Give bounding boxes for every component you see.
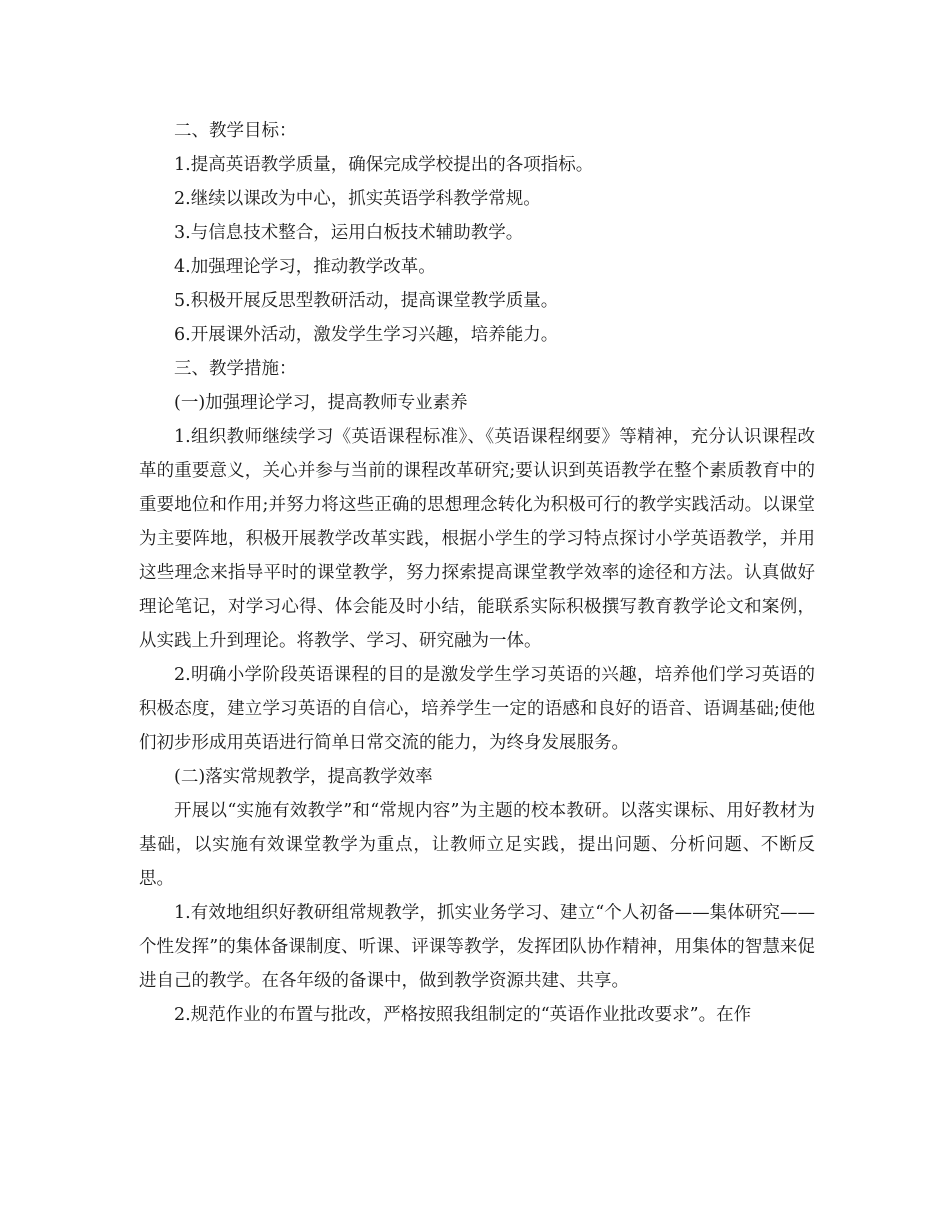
goal-item-5: 5.积极开展反思型教研活动，提高课堂教学质量。 bbox=[174, 291, 559, 311]
subheading-routine-teaching: (二)落实常规教学，提高教学效率 bbox=[174, 767, 433, 787]
heading-teaching-goals: 二、教学目标： bbox=[174, 121, 297, 141]
subheading-theory-study: (一)加强理论学习，提高教师专业素养 bbox=[174, 393, 468, 413]
goal-item-3: 3.与信息技术整合，运用白板技术辅助教学。 bbox=[174, 223, 524, 243]
goal-item-1: 1.提高英语教学质量，确保完成学校提出的各项指标。 bbox=[174, 155, 594, 175]
heading-teaching-measures: 三、教学措施： bbox=[174, 359, 297, 379]
goal-item-4: 4.加强理论学习，推动教学改革。 bbox=[174, 257, 436, 277]
paragraph-theory-1: 1.组织教师继续学习《英语课程标准》、《英语课程纲要》等精神，充分认识课程改革的重要意义，关心并参与当前的课程改革研究;要认识到英语教学在整个素质教育中的重要地位和作用;并努力将这些正确的思想理念转化为积极可行的教学实践活动。以课堂为主要阵地，积极开展教学改革实践，根据小学生的学习特点探讨小学英语教学，并用这些理念来指导平时的课堂教学，努力探索提高课堂教学效率的途径和方法。认真做好理论笔记，对学习心得、体会能及时小结，能联系实际积极撰写教育教学论文和案例，从实践上升到理论。将教学、学习、研究融为一体。 bbox=[139, 427, 815, 651]
document-body bbox=[139, 114, 815, 1032]
paragraph-theory-2: 2.明确小学阶段英语课程的目的是激发学生学习英语的兴趣，培养他们学习英语的积极态度，建立学习英语的自信心，培养学生一定的语感和良好的语音、语调基础;使他们初步形成用英语进行简单日常交流的能力，为终身发展服务。 bbox=[139, 665, 815, 753]
goal-item-6: 6.开展课外活动，激发学生学习兴趣，培养能力。 bbox=[174, 325, 559, 345]
paragraph-school-research: 开展以“实施有效教学”和“常规内容”为主题的校本教研。以落实课标、用好教材为基础，以实施有效课堂教学为重点，让教师立足实践，提出问题、分析问题、不断反思。 bbox=[139, 801, 815, 889]
goal-item-2: 2.继续以课改为中心，抓实英语学科教学常规。 bbox=[174, 189, 541, 209]
paragraph-routine-2: 2.规范作业的布置与批改，严格按照我组制定的“英语作业批改要求”。在作 bbox=[174, 1005, 752, 1025]
paragraph-routine-1: 1.有效地组织好教研组常规教学，抓实业务学习、建立“个人初备——集体研究——个性发挥”的集体备课制度、听课、评课等教学，发挥团队协作精神，用集体的智慧来促进自己的教学。在各年级的备课中，做到教学资源共建、共享。 bbox=[139, 903, 815, 991]
